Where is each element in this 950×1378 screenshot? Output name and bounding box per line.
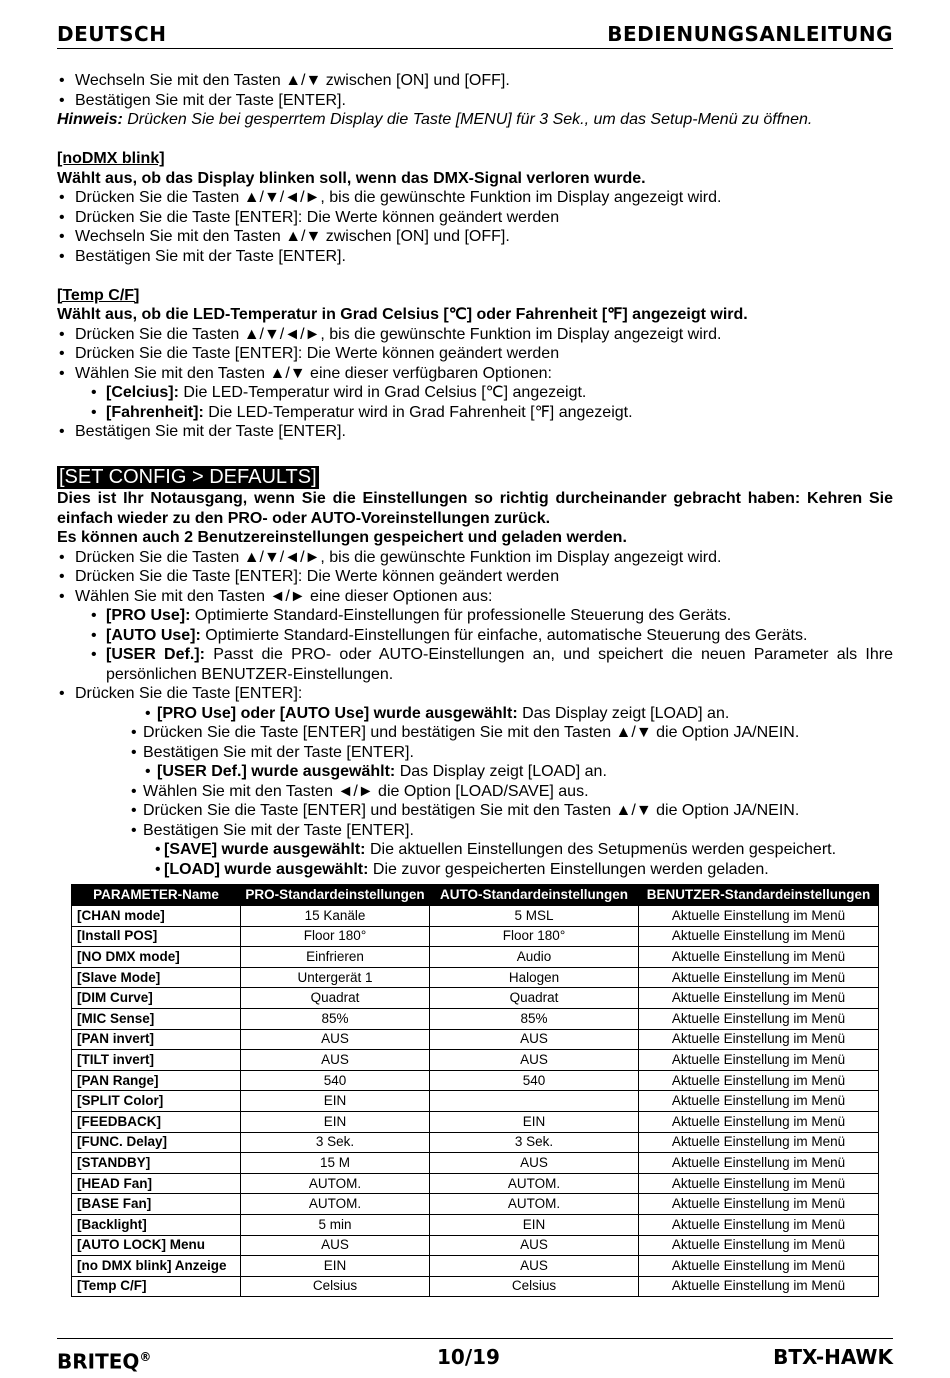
option-item [89, 645, 893, 684]
option-item [89, 383, 893, 403]
defaults-table [71, 884, 879, 1297]
table-row [72, 926, 879, 947]
option-item [89, 606, 893, 626]
selection-text: Das Display zeigt [LOAD] an. [517, 704, 730, 722]
registered-mark: ® [139, 1350, 152, 1364]
footer-model: BTX-HAWK [773, 1345, 893, 1369]
column-header: AUTO-Standardeinstellungen [430, 885, 639, 906]
parameter-name-cell: [PAN Range] [72, 1070, 241, 1091]
value-cell: Aktuelle Einstellung im Menü [639, 1173, 879, 1194]
value-cell: Aktuelle Einstellung im Menü [639, 947, 879, 968]
value-cell: 85% [241, 1008, 430, 1029]
section-title-defaults: [SET CONFIG > DEFAULTS] [59, 465, 317, 488]
column-header: BENUTZER-Standardeinstellungen [639, 885, 879, 906]
step-item: • Bestätigen Sie mit der Taste [ENTER]. [131, 743, 893, 763]
value-cell: Aktuelle Einstellung im Menü [639, 1194, 879, 1215]
value-cell: 15 M [241, 1153, 430, 1174]
table-row [72, 1070, 879, 1091]
page-header [57, 22, 893, 49]
table-row [72, 1173, 879, 1194]
list-item: • Wechseln Sie mit den Tasten ▲/▼ zwischen [ON] und [OFF]. [57, 71, 893, 91]
value-cell: AUTOM. [430, 1173, 639, 1194]
value-cell: Aktuelle Einstellung im Menü [639, 988, 879, 1009]
value-cell: Aktuelle Einstellung im Menü [639, 1153, 879, 1174]
result-text: Die aktuellen Einstellungen des Setupmenüs werden gespeichert. [365, 841, 837, 858]
value-cell: 15 Kanäle [241, 906, 430, 927]
value-cell: EIN [430, 1214, 639, 1235]
list-item: • Drücken Sie die Tasten ▲/▼/◄/►, bis die gewünschte Funktion im Display angezeigt wird. [57, 325, 893, 345]
option-label: [Fahrenheit]: [106, 403, 204, 421]
value-cell: Floor 180° [430, 926, 639, 947]
value-cell: 85% [430, 1008, 639, 1029]
value-cell: 5 MSL [430, 906, 639, 927]
step-item: • Wählen Sie mit den Tasten ◄/► die Option [LOAD/SAVE] aus. [131, 782, 893, 802]
option-text: Passt die PRO- oder AUTO-Einstellungen an, und speichert die neuen Parameter als Ihre persönlichen BENUTZER-Einstellungen. [106, 646, 894, 683]
table-row [72, 1276, 879, 1297]
selection-item [145, 762, 893, 782]
value-cell: Celsius [430, 1276, 639, 1297]
table-row [72, 967, 879, 988]
selection-label: [USER Def.] wurde ausgewählt: [157, 763, 396, 780]
value-cell [430, 1091, 639, 1112]
table-row [72, 988, 879, 1009]
value-cell: Floor 180° [241, 926, 430, 947]
list-item: • Wählen Sie mit den Tasten ◄/► eine dieser Optionen aus: [57, 587, 893, 607]
value-cell: AUS [430, 1029, 639, 1050]
list-item: • Drücken Sie die Taste [ENTER]: Die Werte können geändert werden [57, 567, 893, 587]
list-item: • Wählen Sie mit den Tasten ▲/▼ eine dieser verfügbaren Optionen: [57, 364, 893, 384]
hint-note [57, 110, 893, 130]
parameter-name-cell: [Backlight] [72, 1214, 241, 1235]
value-cell: Aktuelle Einstellung im Menü [639, 1276, 879, 1297]
value-cell: Aktuelle Einstellung im Menü [639, 1235, 879, 1256]
column-header: PRO-Standardeinstellungen [241, 885, 430, 906]
column-header: PARAMETER-Name [72, 885, 241, 906]
header-language: DEUTSCH [57, 22, 167, 46]
option-text: Optimierte Standard-Einstellungen für professionelle Steuerung des Geräts. [190, 607, 732, 624]
value-cell: 540 [241, 1070, 430, 1091]
result-item [155, 840, 893, 860]
selection-label: [PRO Use] oder [AUTO Use] wurde ausgewählt: [157, 704, 518, 722]
parameter-name-cell: [BASE Fan] [72, 1194, 241, 1215]
value-cell: 3 Sek. [430, 1132, 639, 1153]
defaults-description: Dies ist Ihr Notausgang, wenn Sie die Einstellungen so richtig durcheinander gebracht haben: Kehren Sie einfach wieder zu den PRO- oder AUTO-Voreinstellungen zurück. [57, 490, 893, 527]
value-cell: AUS [430, 1050, 639, 1071]
parameter-name-cell: [Temp C/F] [72, 1276, 241, 1297]
table-header-row [72, 885, 879, 906]
parameter-name-cell: [NO DMX mode] [72, 947, 241, 968]
section-subtitle-temp: Wählt aus, ob die LED-Temperatur in Grad Celsius [℃] oder Fahrenheit [℉] angezeigt wird. [57, 306, 748, 323]
option-text: Optimierte Standard-Einstellungen für einfache, automatische Steuerung des Geräts. [200, 626, 808, 644]
value-cell: AUS [430, 1235, 639, 1256]
list-item: • Wechseln Sie mit den Tasten ▲/▼ zwischen [ON] und [OFF]. [57, 227, 893, 247]
value-cell: Halogen [430, 967, 639, 988]
list-item: • Bestätigen Sie mit der Taste [ENTER]. [57, 247, 893, 267]
parameter-name-cell: [FUNC. Delay] [72, 1132, 241, 1153]
parameter-name-cell: [SPLIT Color] [72, 1091, 241, 1112]
selection-text: Das Display zeigt [LOAD] an. [395, 763, 607, 780]
value-cell: Aktuelle Einstellung im Menü [639, 1256, 879, 1277]
selection-item [145, 704, 893, 724]
option-label: [PRO Use]: [106, 607, 191, 624]
page-footer [57, 1338, 893, 1373]
section-subtitle-nodmx: Wählt aus, ob das Display blinken soll, wenn das DMX-Signal verloren wurde. [57, 169, 646, 187]
parameter-name-cell: [HEAD Fan] [72, 1173, 241, 1194]
parameter-name-cell: [Slave Mode] [72, 967, 241, 988]
table-row [72, 1111, 879, 1132]
value-cell: Aktuelle Einstellung im Menü [639, 1111, 879, 1132]
value-cell: Aktuelle Einstellung im Menü [639, 1091, 879, 1112]
section-title-nodmx: [noDMX blink] [57, 150, 165, 167]
value-cell: Aktuelle Einstellung im Menü [639, 1029, 879, 1050]
list-item: • Drücken Sie die Taste [ENTER]: Die Werte können geändert werden [57, 344, 893, 364]
value-cell: EIN [241, 1091, 430, 1112]
table-row [72, 947, 879, 968]
value-cell: AUS [241, 1029, 430, 1050]
parameter-name-cell: [MIC Sense] [72, 1008, 241, 1029]
list-item: • Drücken Sie die Tasten ▲/▼/◄/►, bis die gewünschte Funktion im Display angezeigt wird. [57, 188, 893, 208]
hint-label: Hinweis: [57, 111, 123, 128]
option-label: [Celcius]: [106, 384, 179, 401]
value-cell: Aktuelle Einstellung im Menü [639, 1008, 879, 1029]
option-text: Die LED-Temperatur wird in Grad Fahrenheit [℉] angezeigt. [203, 403, 633, 421]
table-row [72, 1256, 879, 1277]
parameter-name-cell: [FEEDBACK] [72, 1111, 241, 1132]
value-cell: AUTOM. [241, 1194, 430, 1215]
table-row [72, 1132, 879, 1153]
value-cell: 3 Sek. [241, 1132, 430, 1153]
table-row [72, 1194, 879, 1215]
value-cell: Aktuelle Einstellung im Menü [639, 906, 879, 927]
value-cell: Einfrieren [241, 947, 430, 968]
value-cell: Quadrat [430, 988, 639, 1009]
step-item: • Bestätigen Sie mit der Taste [ENTER]. [131, 821, 893, 841]
value-cell: Quadrat [241, 988, 430, 1009]
table-row [72, 1235, 879, 1256]
value-cell: Audio [430, 947, 639, 968]
header-doc-title: BEDIENUNGSANLEITUNG [607, 22, 893, 46]
parameter-name-cell: [no DMX blink] Anzeige [72, 1256, 241, 1277]
section-title-temp: [Temp C/F] [57, 286, 140, 304]
list-item: • Drücken Sie die Taste [ENTER]: Die Werte können geändert werden [57, 208, 893, 228]
parameter-name-cell: [Install POS] [72, 926, 241, 947]
parameter-name-cell: [PAN invert] [72, 1029, 241, 1050]
defaults-description-2: Es können auch 2 Benutzereinstellungen gespeichert und geladen werden. [57, 529, 627, 546]
parameter-name-cell: [AUTO LOCK] Menu [72, 1235, 241, 1256]
value-cell: AUS [430, 1256, 639, 1277]
table-row [72, 1008, 879, 1029]
table-row [72, 1050, 879, 1071]
value-cell: EIN [241, 1256, 430, 1277]
list-item: • Drücken Sie die Tasten ▲/▼/◄/►, bis die gewünschte Funktion im Display angezeigt wird. [57, 548, 893, 568]
value-cell: Celsius [241, 1276, 430, 1297]
parameter-name-cell: [CHAN mode] [72, 906, 241, 927]
value-cell: EIN [241, 1111, 430, 1132]
value-cell: AUS [241, 1050, 430, 1071]
parameter-name-cell: [TILT invert] [72, 1050, 241, 1071]
result-label: [SAVE] wurde ausgewählt: [164, 841, 366, 858]
result-label: [LOAD] wurde ausgewählt: [164, 860, 369, 878]
list-item: • Bestätigen Sie mit der Taste [ENTER]. [57, 422, 893, 442]
value-cell: Aktuelle Einstellung im Menü [639, 967, 879, 988]
page-content [57, 71, 893, 879]
value-cell: Aktuelle Einstellung im Menü [639, 1132, 879, 1153]
value-cell: AUTOM. [241, 1173, 430, 1194]
list-item: • Bestätigen Sie mit der Taste [ENTER]. [57, 91, 893, 111]
parameter-name-cell: [DIM Curve] [72, 988, 241, 1009]
table-row [72, 1029, 879, 1050]
step-item: • Drücken Sie die Taste [ENTER] und bestätigen Sie mit den Tasten ▲/▼ die Option JA/NEIN. [131, 723, 893, 743]
result-text: Die zuvor gespeicherten Einstellungen werden geladen. [368, 860, 769, 878]
value-cell: Aktuelle Einstellung im Menü [639, 926, 879, 947]
value-cell: Aktuelle Einstellung im Menü [639, 1070, 879, 1091]
table-row [72, 1153, 879, 1174]
table-row [72, 1214, 879, 1235]
hint-text: Drücken Sie bei gesperrtem Display die Taste [MENU] für 3 Sek., um das Setup-Menü zu öffnen. [122, 111, 813, 128]
value-cell: Aktuelle Einstellung im Menü [639, 1050, 879, 1071]
value-cell: EIN [430, 1111, 639, 1132]
value-cell: AUTOM. [430, 1194, 639, 1215]
value-cell: 540 [430, 1070, 639, 1091]
option-label: [USER Def.]: [106, 646, 205, 663]
option-text: Die LED-Temperatur wird in Grad Celsius [℃] angezeigt. [178, 384, 587, 401]
list-item: • Drücken Sie die Taste [ENTER]: [57, 684, 893, 704]
table-row [72, 1091, 879, 1112]
table-body [72, 906, 879, 1297]
option-label: [AUTO Use]: [106, 626, 201, 644]
section-title-defaults-wrap [57, 460, 319, 490]
value-cell: AUS [430, 1153, 639, 1174]
parameter-name-cell: [STANDBY] [72, 1153, 241, 1174]
value-cell: 5 min [241, 1214, 430, 1235]
footer-brand [57, 1345, 151, 1374]
value-cell: AUS [241, 1235, 430, 1256]
result-item [155, 860, 893, 880]
value-cell: Aktuelle Einstellung im Menü [639, 1214, 879, 1235]
option-item [89, 403, 893, 423]
brand-name: BRITEQ [57, 1349, 140, 1374]
option-item [89, 626, 893, 646]
value-cell: Untergerät 1 [241, 967, 430, 988]
table-row [72, 906, 879, 927]
step-item: • Drücken Sie die Taste [ENTER] und bestätigen Sie mit den Tasten ▲/▼ die Option JA/NEIN. [131, 801, 893, 821]
page-number: 10/19 [437, 1345, 500, 1369]
